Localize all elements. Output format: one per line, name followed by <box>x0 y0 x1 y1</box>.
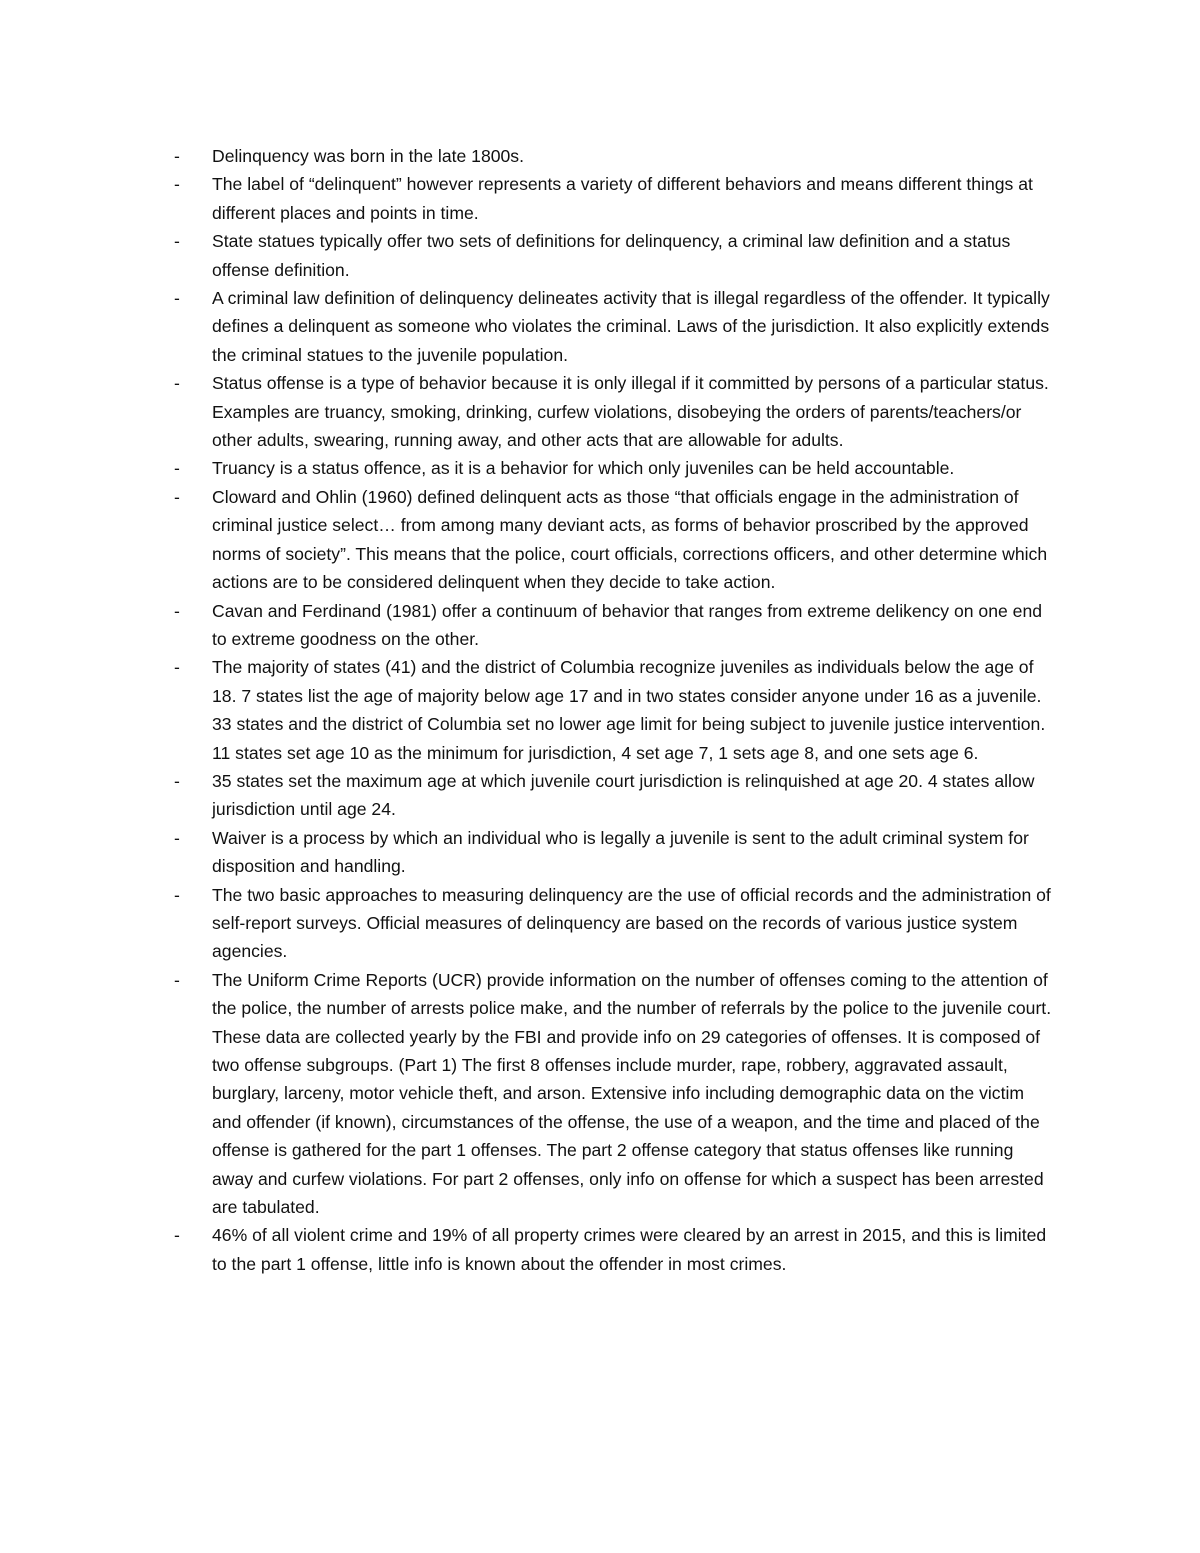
list-item <box>174 597 1054 654</box>
dash-bullet: - <box>174 884 180 905</box>
list-item-text: Truancy is a status offence, as it is a behavior for which only juveniles can be held accountable. <box>212 458 955 479</box>
dash-bullet: - <box>174 827 180 848</box>
list-item-text: Cavan and Ferdinand (1981) offer a continuum of behavior that ranges from extreme delikency on one end to extreme goodness on the other. <box>212 600 1043 649</box>
list-item <box>174 369 1054 454</box>
list-item <box>174 653 1054 767</box>
list-item <box>174 170 1054 227</box>
list-item <box>174 881 1054 966</box>
dash-bullet: - <box>174 969 180 990</box>
dash-bullet: - <box>174 458 180 479</box>
list-item <box>174 227 1054 284</box>
list-item-text: Cloward and Ohlin (1960) defined delinquent acts as those “that officials engage in the administration of criminal justice select… from among many deviant acts, as forms of behavior proscribed by the approved norms of society”. This means that the police, court officials, corrections officers, and other determine which actions are to be considered delinquent when they decide to take action. <box>212 486 1048 593</box>
list-item <box>174 142 1054 170</box>
list-item-text: A criminal law definition of delinquency delineates activity that is illegal regardless of the offender. It typically defines a delinquent as someone who violates the criminal. Laws of the jurisdiction. It also explicitly extends the criminal statues to the juvenile population. <box>212 288 1050 365</box>
list-item-text: 35 states set the maximum age at which juvenile court jurisdiction is relinquished at age 20. 4 states allow jurisdiction until age 24. <box>212 770 1035 820</box>
dash-bullet: - <box>174 1225 180 1246</box>
dash-bullet: - <box>174 770 180 791</box>
list-item-text: The majority of states (41) and the district of Columbia recognize juveniles as individuals below the age of 18. 7 states list the age of majority below age 17 and in two states consider anyone under 16 as a juvenile. 33 states and the district of Columbia set no lower age limit for being subject to juvenile justice intervention. 11 states set age 10 as the minimum for jurisdiction, 4 set age 7, 1 sets age 8, and one sets age 6. <box>212 657 1046 763</box>
list-item-text: State statues typically offer two sets of definitions for delinquency, a criminal law definition and a status offense definition. <box>212 231 1011 280</box>
list-item-text: Waiver is a process by which an individual who is legally a juvenile is sent to the adult criminal system for disposition and handling. <box>212 827 1029 877</box>
list-item <box>174 454 1054 482</box>
bullet-list <box>174 142 1054 1278</box>
dash-bullet: - <box>174 486 180 507</box>
list-item <box>174 284 1054 369</box>
list-item <box>174 483 1054 597</box>
dash-bullet: - <box>174 600 180 621</box>
list-item-text: Status offense is a type of behavior because it is only illegal if it committed by persons of a particular status. Examples are truancy, smoking, drinking, curfew violations, disobeying the orders of parents/teachers/or other adults, swearing, running away, and other acts that are allowable for adults. <box>212 373 1049 451</box>
dash-bullet: - <box>174 657 180 678</box>
dash-bullet: - <box>174 174 180 195</box>
dash-bullet: - <box>174 146 180 166</box>
list-item <box>174 966 1054 1222</box>
list-item-text: The Uniform Crime Reports (UCR) provide information on the number of offenses coming to the attention of the police, the number of arrests police make, and the number of referrals by the police to the juvenile court. These data are collected yearly by the FBI and provide info on 29 categories of offenses. It is composed of two offense subgroups. (Part 1) The first 8 offenses include murder, rape, robbery, aggravated assault, burglary, larceny, motor vehicle theft, and arson. Extensive info including demographic data on the victim and offender (if known), circumstances of the offense, the use of a weapon, and the time and placed of the offense is gathered for the part 1 offenses. The part 2 offense category that status offenses like running away and curfew violations. For part 2 offenses, only info on offense for which a suspect has been arrested are tabulated. <box>212 969 1052 1218</box>
list-item <box>174 1221 1054 1278</box>
list-item <box>174 824 1054 881</box>
list-item <box>174 767 1054 824</box>
dash-bullet: - <box>174 373 180 394</box>
list-item-text: The label of “delinquent” however represents a variety of different behaviors and means different things at different places and points in time. <box>212 174 1033 223</box>
list-item-text: Delinquency was born in the late 1800s. <box>212 146 524 166</box>
dash-bullet: - <box>174 231 180 252</box>
list-item-text: The two basic approaches to measuring delinquency are the use of official records and the administration of self-report surveys. Official measures of delinquency are based on the records of various justice system agencies. <box>212 884 1051 962</box>
list-item-text: 46% of all violent crime and 19% of all property crimes were cleared by an arrest in 2015, and this is limited to the part 1 offense, little info is known about the offender in most crimes. <box>212 1225 1047 1274</box>
dash-bullet: - <box>174 288 180 309</box>
